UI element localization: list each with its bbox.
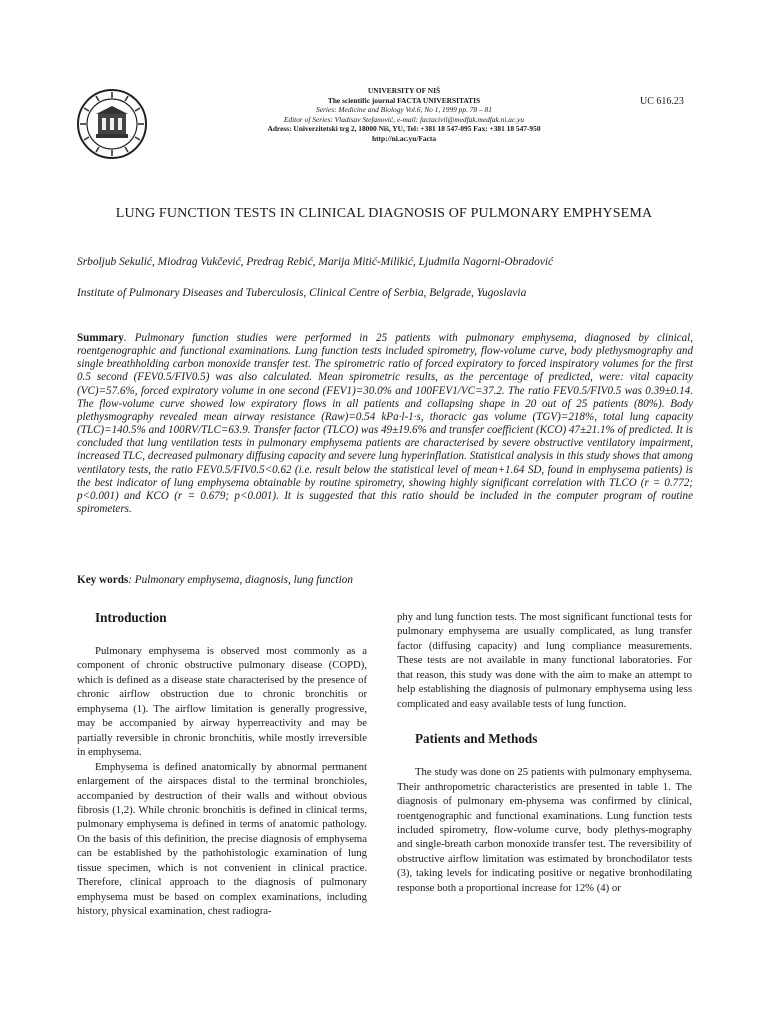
abstract-label: Summary [77,332,124,344]
keywords-label: Key words [77,574,129,586]
left-column [77,610,367,919]
intro-paragraph-3: phy and lung function tests. The most significant functional tests for pulmonary emphysema are usually complicated, as lung transfer factor (diffusing capacity) and lung compliance measurements. These tests are not available in many functional laboratories. For that reason, this study was done with the aim to make an attempt to help establishing the diagnosis of pulmonary emphysema using less complicated and easy available tests of lung function. [397,611,692,710]
series-info: Series: Medicine and Biology Vol.6, No 1, 1999 pp. 78 – 81 [316,105,492,115]
editor-info: Editor of Series: Vladisav Stefanović, e-mail: factacivil@medfak.medfak.ni.ac.yu [283,114,525,124]
methods-paragraph-1: The study was done on 25 patients with pulmonary emphysema. Their anthropometric characteristics are presented in table 1. The diagnosis of pulmonary em-physema was confirmed by clinical, roentgenographic and functional examinations. Lung function tests included spirometry, flow-volume curve, body plethys-mography and single-breath carbon monoxide transfer test. The reversibility of obstructive airflow limitation was estimated by bronchodilator tests (3), taking levels for indicating positive or negative bronhodilating response both a proportional increase for 12% (4) or [397,766,692,894]
abstract-text: . Pulmonary function studies were performed in 25 patients with pulmonary emphysema, diagnosed by clinical, roentgenographic and functional examinations. Lung function tests included spirometry, flow-volume curve, body plethysmography and single breathholding carbon monoxide transfer test. The spirometric ratio of forced expiratory to forced inspiratory volumes for the first 0.5 second (FEV0.5/FIV0.5) was also calculated. Mean spirometric results, as the percentage of predicted, were: vital capacity (VC)=57.6%, forced expiratory volume in one second (FEV1)=30.0% and 100FEV1/VC=37.2. The ratio FEV0.5/FIV0.5 was 0.39±0.14. The flow-volume curve showed low expiratory flows in all patients and collapsing shape in 20 out of 25 patients (80%). Body plethysmography revealed mean airway resistance (Raw)=0.54 kPa·l-1·s, thoracic gas volume (TGV)=218%, total lung capacity (TLC)=140.5% and 100RV/TLC=63.9. Transfer factor (TLCO) was 49±19.6% and transfer coefficient (KCO) 47±21.1% of predicted. It is concluded that lung ventilation tests in pulmonary emphysema patients are characterised by severe obstructive ventilatory impairment, increased TLC, decreased pulmonary diffusing capacity and severe lung hyperinflation. Statistical analysis in this study shows that among ventilatory tests, the ratio FEV0.5/FIV0.5<0.62 (i.e. result below the statistical level of mean+1.64 SD, found in emphysema patients) is the best indicator of lung emphysema obtainable by routine spirometry, showing highly significant correlation with TLCO (r = 0.772; p<0.001) and KCO (r = 0.679; p<0.001). It is suggested that this ratio should be included in the computer program of routine spirometers. [77,332,693,516]
university-name: UNIVERSITY OF NIŠ [367,86,441,95]
intro-paragraph-2: Emphysema is defined anatomically by abnormal permanent enlargement of the airspaces distal to the terminal bronchioles, accompanied by destruction of their walls and without obvious fibrosis (1,2). While chronic bronchitis is defined in clinical terms, pulmonary emphysema is defined in terms of anatomic pathology. On the basis of this definition, the precise diagnosis of emphysema can be established by the pathohistologic examination of lung tissue specimen, which is not convenient in clinical practice. Therefore, clinical approach to the diagnosis of pulmonary emphysema must be based on complex examinations, including history, physical examination, chest radiogra- [77,760,367,918]
udc-code: UC 616.23 [640,96,684,107]
abstract [77,332,693,516]
journal-name: The scientific journal FACTA UNIVERSITATIS [327,95,481,105]
author-list: Srboljub Sekulić, Miodrag Vukčević, Predrag Rebić, Marija Mitić-Milikić, Ljudmila Nagorni-Obradović [77,256,554,268]
right-column [397,610,692,895]
address-info: Adress: Univerzitetski trg 2, 18000 Niš, YU, Tel: +381 18 547-095 Fax: +381 18 547-950 [267,124,541,134]
journal-header [220,86,588,144]
intro-paragraph-1: Pulmonary emphysema is observed most commonly as a component of chronic obstructive pulmonary disease (COPD), which is defined as a disease state characterised by the presence of chronic airflow obstruction due to chronic bronchitis or emphysema (1). The airflow limitation is generally progressive, may be accompanied by airway hyperreactivity and may be partially reversible in chronic bronchitis, while mostly irreversible in emphysema. [77,645,367,759]
affiliation: Institute of Pulmonary Diseases and Tuberculosis, Clinical Centre of Serbia, Belgrade, Yugoslavia [77,287,527,299]
university-seal-icon [76,88,148,160]
keywords [77,574,693,586]
journal-url[interactable]: http://ni.ac.yu/Facta [371,133,437,143]
keywords-text: : Pulmonary emphysema, diagnosis, lung function [128,574,353,586]
methods-heading: Patients and Methods [415,731,538,747]
paper-title: LUNG FUNCTION TESTS IN CLINICAL DIAGNOSIS OF PULMONARY EMPHYSEMA [115,206,653,221]
introduction-heading: Introduction [95,610,167,625]
